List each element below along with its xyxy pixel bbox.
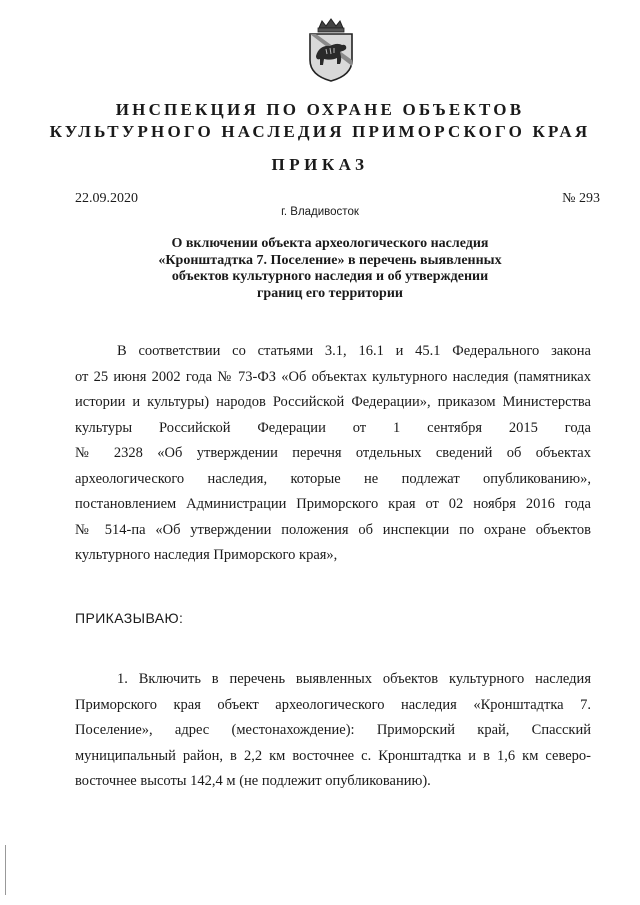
paragraph-line: № 2328 «Об утверждении перечня отдельных сведений об объектах xyxy=(75,445,591,461)
paragraph-line: В соответствии со статьями 3.1, 16.1 и 45.1 Федерального закона xyxy=(117,343,591,359)
paragraph-line: культуры Российской Федерации от 1 сентября 2015 года xyxy=(75,419,591,436)
paragraph-line: восточнее высоты 142,4 м (не подлежит опубликованию). xyxy=(75,773,431,789)
paragraph-line: постановлением Администрации Приморского края от 02 ноября 2016 года xyxy=(75,496,591,512)
subject-line: границ его территории xyxy=(257,285,403,301)
item-1-paragraph xyxy=(75,667,591,795)
paragraph-line: археологического наследия, которые не подлежат опубликованию», xyxy=(75,470,591,487)
paragraph-line: от 25 июня 2002 года № 73-ФЗ «Об объектах культурного наследия (памятниках xyxy=(75,368,591,385)
subject-line: «Кронштадтка 7. Поселение» в перечень выявленных xyxy=(158,252,502,268)
document-subject xyxy=(120,236,540,302)
document-number: № 293 xyxy=(562,191,600,206)
paragraph-line: культурного наследия Приморского края», xyxy=(75,547,338,563)
paragraph-line: № 514-па «Об утверждении положения об инспекции по охране объектов xyxy=(75,521,591,538)
paragraph-line: муниципальный район, в 2,2 км восточнее с. Кронштадтка и в 1,6 км северо- xyxy=(75,747,591,764)
subject-line: объектов культурного наследия и об утверждении xyxy=(171,269,489,284)
preamble-paragraph xyxy=(75,339,591,569)
decree-word: ПРИКАЗЫВАЮ: xyxy=(75,610,184,626)
coat-of-arms-icon xyxy=(302,18,360,82)
document-date: 22.09.2020 xyxy=(75,191,138,206)
paragraph-line: истории и культуры) народов Российской Федерации», приказом Министерства xyxy=(75,394,591,410)
scan-edge-mark xyxy=(5,845,6,895)
subject-line: О включении объекта археологического наследия xyxy=(171,236,489,251)
organization-name-line2: КУЛЬТУРНОГО НАСЛЕДИЯ ПРИМОРСКОГО КРАЯ xyxy=(49,122,591,141)
organization-name-line1: ИНСПЕКЦИЯ ПО ОХРАНЕ ОБЪЕКТОВ xyxy=(115,100,525,119)
document-type-title: ПРИКАЗ xyxy=(271,155,369,174)
paragraph-line: 1. Включить в перечень выявленных объектов культурного наследия xyxy=(117,671,591,687)
document-city: г. Владивосток xyxy=(281,206,359,218)
paragraph-line: Приморского края объект археологического наследия «Кронштадтка 7. xyxy=(75,696,591,713)
paragraph-line: Поселение», адрес (местонахождение): Приморский край, Спасский xyxy=(75,722,591,738)
